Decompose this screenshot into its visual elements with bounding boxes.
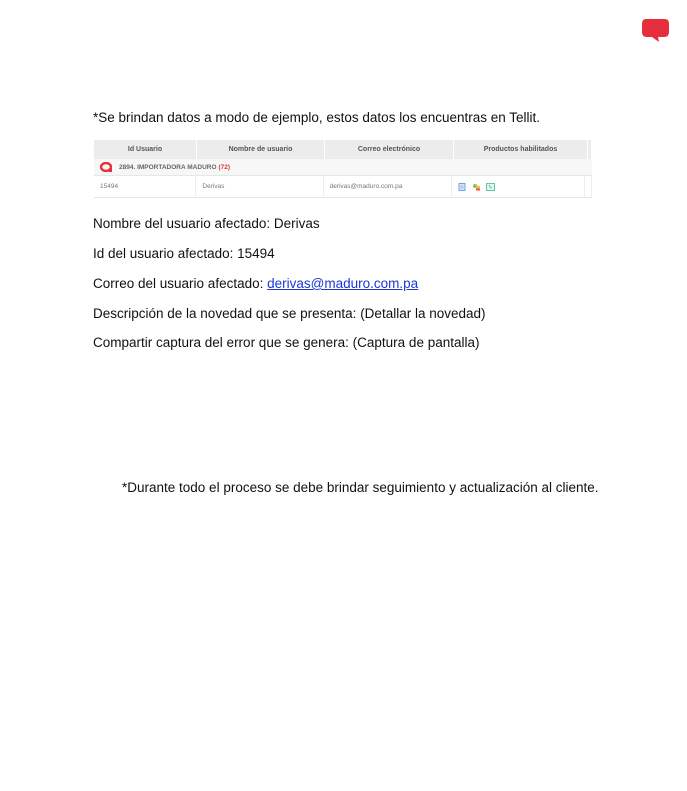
- user-id-label: Id del usuario afectado:: [93, 246, 234, 261]
- users-icon[interactable]: [472, 183, 481, 191]
- phone-icon[interactable]: [486, 183, 495, 191]
- example-users-table: [94, 140, 592, 198]
- cell-email: derivas@maduro.com.pa: [324, 176, 452, 197]
- user-name-value: Derivas: [273, 216, 320, 231]
- user-email-field: [93, 276, 418, 291]
- group-count: (72): [218, 163, 231, 171]
- user-name-field: [93, 216, 320, 231]
- cell-products: [452, 176, 585, 197]
- header-id: Id Usuario: [94, 140, 197, 159]
- screenshot-label: Compartir captura del error que se genera:: [93, 335, 349, 350]
- cell-extra: [585, 176, 592, 197]
- header-email: Correo electrónico: [325, 140, 454, 159]
- user-email-label: Correo del usuario afectado:: [93, 276, 264, 291]
- user-email-link[interactable]: derivas@maduro.com.pa: [267, 276, 419, 291]
- screenshot-value: (Captura de pantalla): [352, 335, 480, 350]
- intro-note: *Se brindan datos a modo de ejemplo, estos datos los encuentras en Tellit.: [93, 110, 541, 125]
- header-products: Productos habilitados: [454, 140, 588, 159]
- cell-id: 15494: [94, 176, 196, 197]
- speech-bubble-icon: [642, 17, 669, 42]
- user-name-label: Nombre del usuario afectado:: [93, 216, 271, 231]
- company-group-row[interactable]: [94, 159, 592, 176]
- header-name: Nombre de usuario: [197, 140, 325, 159]
- description-value: (Detallar la novedad): [360, 306, 486, 321]
- screenshot-field: [93, 335, 479, 350]
- header-extra: [588, 140, 592, 159]
- user-id-value: 15494: [237, 246, 275, 261]
- table-row[interactable]: [94, 176, 592, 198]
- cell-name: Derivas: [196, 176, 323, 197]
- doc-icon[interactable]: [458, 183, 467, 191]
- closing-note: *Durante todo el proceso se debe brindar seguimiento y actualización al cliente.: [122, 480, 599, 495]
- company-logo-icon: [100, 162, 112, 172]
- group-label: 2894. IMPORTADORA MADURO: [119, 163, 217, 171]
- user-id-field: [93, 246, 275, 261]
- table-header: [94, 140, 592, 159]
- description-field: [93, 306, 486, 321]
- description-label: Descripción de la novedad que se presenta:: [93, 306, 357, 321]
